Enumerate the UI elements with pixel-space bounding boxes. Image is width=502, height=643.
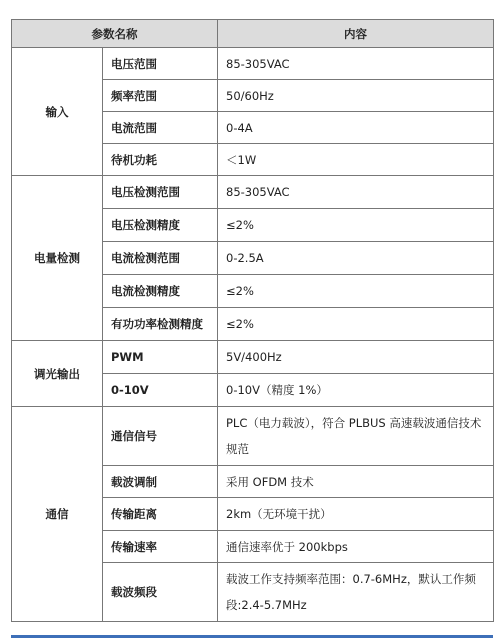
table-row: [12, 407, 494, 466]
param-name: 电流检测精度: [103, 275, 218, 308]
param-value: PLC（电力载波），符合 PLBUS 高速载波通信技术规范: [218, 407, 494, 466]
param-name: 电压范围: [103, 48, 218, 80]
param-value: ≤2%: [218, 275, 494, 308]
param-name: 电流检测范围: [103, 242, 218, 275]
param-name: 电压检测范围: [103, 176, 218, 209]
table-row: [12, 176, 494, 209]
param-value: ＜1W: [218, 144, 494, 176]
param-name: 通信信号: [103, 407, 218, 466]
param-value: ≤2%: [218, 209, 494, 242]
group-label-power-metering: 电量检测: [12, 176, 103, 341]
spec-table: [11, 19, 494, 622]
param-value: 85-305VAC: [218, 176, 494, 209]
header-row: [12, 20, 494, 48]
param-value: 5V/400Hz: [218, 341, 494, 374]
param-name: 传输速率: [103, 531, 218, 563]
group-label-communication: 通信: [12, 407, 103, 622]
header-content: 内容: [218, 20, 494, 48]
param-name: 传输距离: [103, 498, 218, 531]
param-value: 0-4A: [218, 112, 494, 144]
param-value: 通信速率优于 200kbps: [218, 531, 494, 563]
param-value: 85-305VAC: [218, 48, 494, 80]
table-row: [12, 341, 494, 374]
header-param-name: 参数名称: [12, 20, 218, 48]
param-value: 2km（无环境干扰）: [218, 498, 494, 531]
param-name: PWM: [103, 341, 218, 374]
param-name: 电压检测精度: [103, 209, 218, 242]
param-name: 电流范围: [103, 112, 218, 144]
param-value: 50/60Hz: [218, 80, 494, 112]
param-name: 频率范围: [103, 80, 218, 112]
group-label-dimming-output: 调光输出: [12, 341, 103, 407]
param-value: 载波工作支持频率范围：0.7-6MHz，默认工作频段:2.4-5.7MHz: [218, 563, 494, 622]
param-value: 0-10V（精度 1%）: [218, 374, 494, 407]
param-value: 0-2.5A: [218, 242, 494, 275]
param-name: 待机功耗: [103, 144, 218, 176]
param-value: 采用 OFDM 技术: [218, 466, 494, 498]
group-label-input: 输入: [12, 48, 103, 176]
param-name: 有功功率检测精度: [103, 308, 218, 341]
param-name: 载波调制: [103, 466, 218, 498]
bottom-divider: [11, 635, 493, 638]
table-row: [12, 48, 494, 80]
param-value: ≤2%: [218, 308, 494, 341]
param-name: 0-10V: [103, 374, 218, 407]
param-name: 载波频段: [103, 563, 218, 622]
